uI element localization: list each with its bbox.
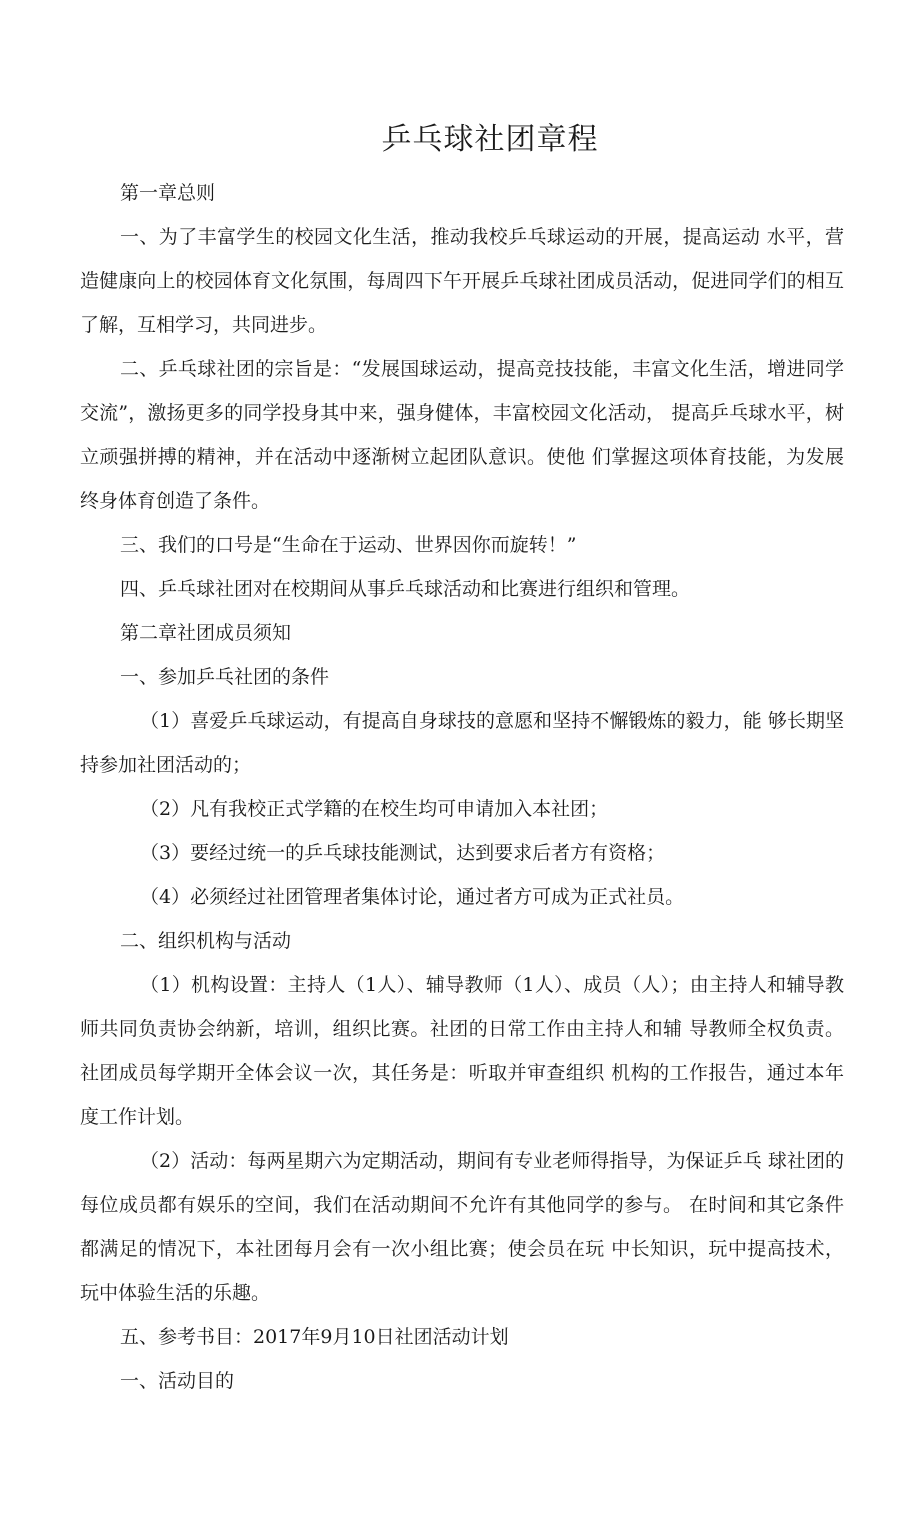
section-heading: 一、活动目的 [120, 1370, 235, 1392]
list-item: （1）喜爱乒乓球运动，有提高自身球技的意愿和坚持不懈锻炼的毅力，能 够长期坚持参加社团活动的； [80, 710, 844, 776]
paragraph: 一、为了丰富学生的校园文化生活，推动我校乒乓球运动的开展，提高运动 水平，营造健康向上的校园体育文化氛围，每周四下午开展乒乓球社团成员活动，促进同学们的相互了解，互相学习，共同进步。 [80, 226, 844, 336]
document-body [80, 171, 844, 1403]
paragraph: 五、参考书目：2017年9月10日社团活动计划 [120, 1326, 509, 1348]
chapter-1-heading: 第一章总则 [120, 182, 216, 204]
list-item: （1）机构设置：主持人（1人）、辅导教师（1人）、成员（人）；由主持人和辅导教师共同负责协会纳新，培训，组织比赛。社团的日常工作由主持人和辅 导教师全权负责。社团成员每学期开全体会议一次，其任务是：听取并审查组织 机构的工作报告，通过本年度工作计划。 [80, 974, 844, 1128]
document-title: 乒乓球社团章程 [381, 122, 599, 157]
chapter-2-heading: 第二章社团成员须知 [120, 622, 292, 644]
paragraph: 二、乒乓球社团的宗旨是：“发展国球运动，提高竞技技能，丰富文化生活，增进同学交流”，激扬更多的同学投身其中来，强身健体，丰富校园文化活动， 提高乒乓球水平，树立顽强拼搏的精神，并在活动中逐渐树立起团队意识。使他 们掌握这项体育技能，为发展终身体育创造了条件。 [80, 358, 844, 512]
section-heading: 一、参加乒乓社团的条件 [120, 666, 330, 688]
paragraph: 三、我们的口号是“生命在于运动、世界因你而旋转！” [120, 534, 577, 556]
list-item: （2）活动：每两星期六为定期活动，期间有专业老师得指导，为保证乒乓 球社团的每位成员都有娱乐的空间，我们在活动期间不允许有其他同学的参与。 在时间和其它条件都满足的情况下，本社团每月会有一次小组比赛；使会员在玩 中长知识，玩中提高技术，玩中体验生活的乐趣。 [80, 1150, 844, 1304]
list-item: （3）要经过统一的乒乓球技能测试，达到要求后者方有资格； [140, 842, 666, 864]
section-heading: 二、组织机构与活动 [120, 930, 292, 952]
list-item: （4）必须经过社团管理者集体讨论，通过者方可成为正式社员。 [140, 886, 685, 908]
paragraph: 四、乒乓球社团对在校期间从事乒乓球活动和比赛进行组织和管理。 [120, 578, 691, 600]
list-item: （2）凡有我校正式学籍的在校生均可申请加入本社团； [140, 798, 609, 820]
